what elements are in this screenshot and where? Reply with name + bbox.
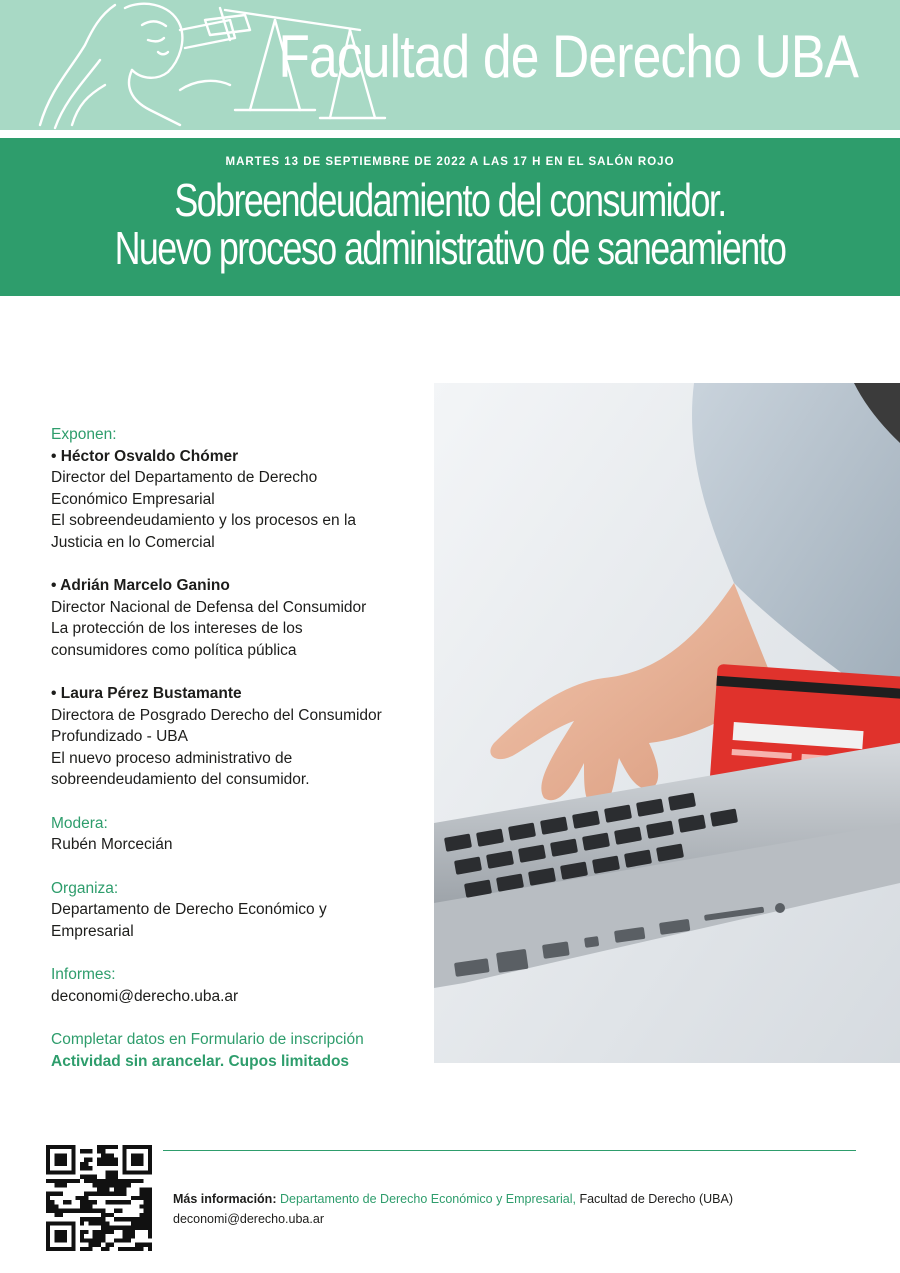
laptop-credit-card-illustration [434,383,900,1063]
header-band [0,0,900,130]
event-banner [0,138,900,296]
speaker-block [51,683,426,791]
footer-divider [163,1150,856,1151]
speaker-detail: sobreendeudamiento del consumidor. [51,771,310,788]
speaker-detail: El sobreendeudamiento y los procesos en la [51,512,357,529]
speaker-name: • Héctor Osvaldo Chómer [51,447,239,465]
speaker-name: • Adrián Marcelo Ganino [51,577,230,594]
speaker-detail: Directora de Posgrado Derecho del Consumidor [51,706,382,724]
more-info-label: Más información: [173,1192,277,1206]
header-separator [0,130,900,138]
info-email[interactable]: deconomi@derecho.uba.ar [51,987,239,1005]
moderator-label: Modera: [51,814,108,832]
moderator-block [51,813,426,856]
hero-photo [434,383,900,1063]
footer-department[interactable]: Departamento de Derecho Económico y Empresarial, [279,1192,576,1206]
organizer-line: Departamento de Derecho Económico y [51,901,327,918]
event-details [51,424,426,1072]
speaker-name: • Laura Pérez Bustamante [51,685,242,702]
qr-code[interactable] [46,1145,152,1251]
info-block [51,964,426,1007]
event-title [99,176,801,272]
speaker-detail: consumidores como política pública [51,641,297,659]
organizer-block [51,878,426,943]
organizer-label: Organiza: [51,879,119,897]
event-title-line-1: Sobreendeudamiento del consumidor. [174,174,726,226]
speaker-block [51,446,426,554]
speaker-detail: Director del Departamento de Derecho [51,469,318,486]
footer-info [173,1189,733,1229]
event-date: MARTES 13 DE SEPTIEMBRE DE 2022 A LAS 17 H EN EL SALÓN ROJO [225,156,675,168]
speaker-detail: Económico Empresarial [51,490,215,508]
speaker-detail: La protección de los intereses de los [51,620,303,637]
moderator-name: Rubén Morcecián [51,836,173,853]
event-title-line-2: Nuevo proceso administrativo de saneamiento [114,222,786,274]
footer-email[interactable]: deconomi@derecho.uba.ar [173,1212,324,1226]
faculty-title: Facultad de Derecho UBA [278,23,858,90]
speaker-block [51,575,426,661]
speakers-label: Exponen: [51,426,117,443]
speaker-detail: El nuevo proceso administrativo de [51,749,293,767]
speaker-detail: Justicia en lo Comercial [51,533,215,551]
registration-link[interactable]: Completar datos en Formulario de inscripción [51,1031,364,1048]
speaker-detail: Director Nacional de Defensa del Consumidor [51,598,367,616]
footer-faculty: Facultad de Derecho (UBA) [579,1192,733,1206]
organizer-line: Empresarial [51,922,134,940]
info-label: Informes: [51,966,116,983]
speaker-detail: Profundizado - UBA [51,728,188,745]
free-activity-note: Actividad sin arancelar. Cupos limitados [51,1052,350,1070]
